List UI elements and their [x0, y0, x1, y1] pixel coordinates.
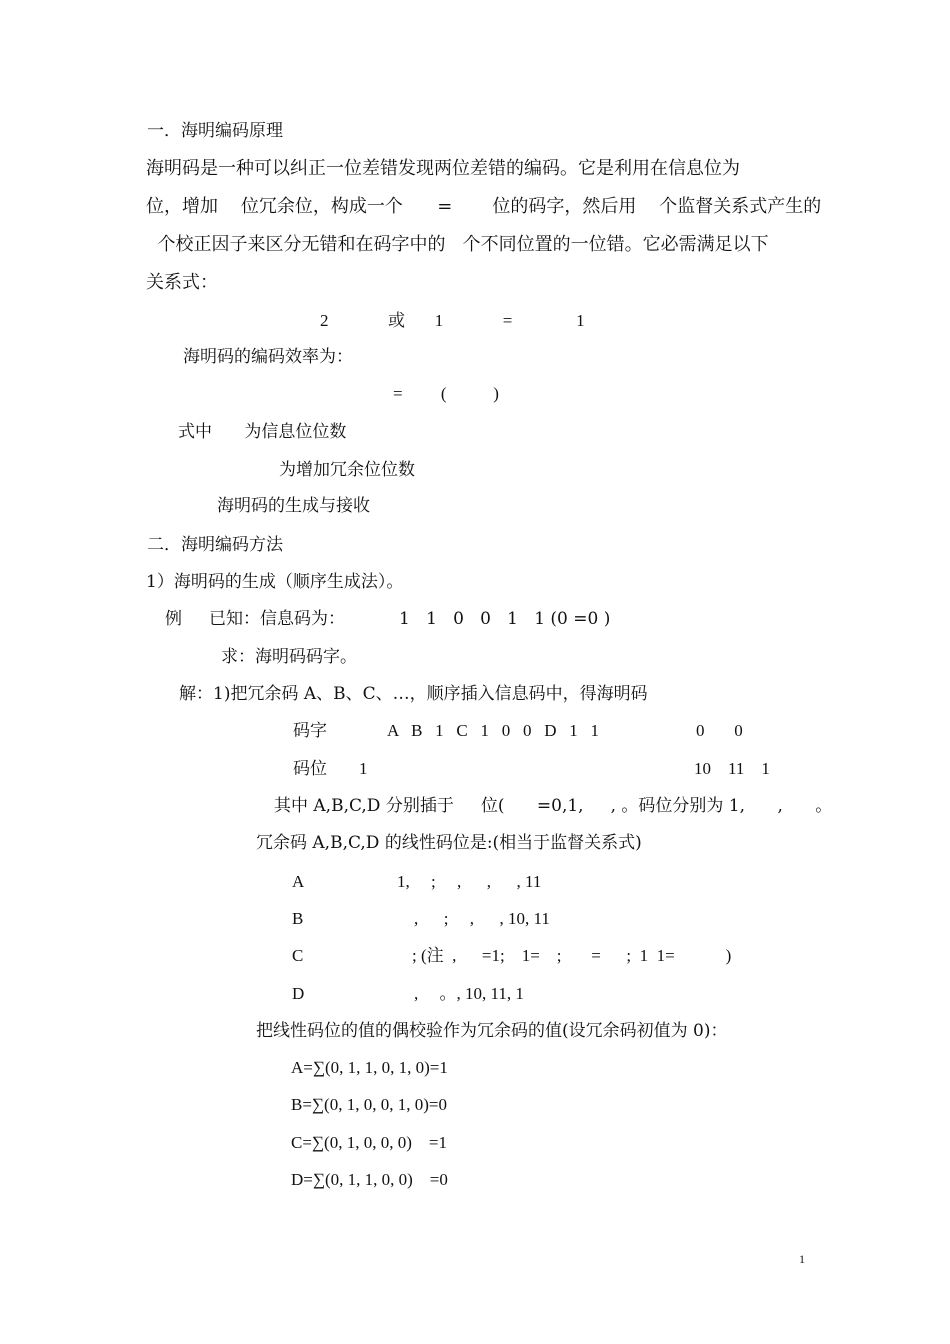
formula-relation: 2 或 1 = 1 — [320, 311, 585, 330]
gen-recv-label: 海明码的生成与接收 — [217, 496, 370, 516]
paragraph-line-3: 个校正因子来区分无错和在码字中的 个不同位置的一位错。它必需满足以下 — [146, 234, 769, 255]
codepos-value: 1 — [359, 759, 368, 778]
linear-row-label: D — [292, 984, 305, 1003]
ask-line: 求：海明码码字。 — [221, 647, 357, 667]
linear-row-value: 1, ; , , , 11 — [397, 872, 542, 891]
parity-row: A=∑(0, 1, 1, 0, 1, 0)=1 — [291, 1058, 448, 1077]
codepos-tail: 10 11 1 — [694, 759, 770, 778]
paragraph-line-2: 位，增加 位冗余位，构成一个 = 位的码字，然后用 个监督关系式产生的 — [146, 196, 822, 217]
example-line: 例 已知：信息码为： 1 1 0 0 1 1 (0 =0 ) — [165, 609, 611, 629]
parity-line: 把线性码位的值的偶校验作为冗余码的值(设冗余码初值为 0)： — [256, 1021, 728, 1041]
codeword-label: 码字 — [293, 721, 327, 741]
efficiency-label: 海明码的编码效率为： — [183, 347, 353, 367]
parity-row: B=∑(0, 1, 0, 0, 1, 0)=0 — [291, 1095, 447, 1114]
linear-line: 冗余码 A,B,C,D 的线性码位是:(相当于监督关系式) — [256, 833, 642, 853]
codepos-label: 码位 — [293, 759, 327, 779]
section1-heading: 一．海明编码原理 — [147, 121, 283, 141]
linear-row-value: ; (注 , =1; 1= ; = ; 1 1= ) — [412, 946, 732, 965]
linear-row-label: C — [292, 946, 304, 965]
where-line: 其中 A,B,C,D 分别插于 位( =0,1, , 。码位分别为 1, , 。 — [274, 796, 833, 816]
page-number: 1 — [799, 1252, 805, 1266]
linear-row-value: , 。, 10, 11, 1 — [414, 984, 524, 1003]
linear-row-label: A — [292, 872, 305, 891]
sub-heading-1: 1）海明码的生成（顺序生成法）。 — [146, 572, 404, 592]
linear-row-label: B — [292, 909, 304, 928]
solution-line: 解：1)把冗余码 A、B、C、…，顺序插入信息码中，得海明码 — [179, 684, 648, 704]
parity-row: D=∑(0, 1, 1, 0, 0) =0 — [291, 1170, 448, 1189]
codeword-value: A B 1 C 1 0 0 D 1 1 — [387, 721, 600, 740]
paragraph-line-4: 关系式： — [146, 272, 218, 293]
redundant-label: 为增加冗余位位数 — [279, 460, 415, 480]
codeword-tail: 0 0 — [696, 721, 743, 740]
section2-heading: 二．海明编码方法 — [147, 535, 283, 555]
parity-row: C=∑(0, 1, 0, 0, 0) =1 — [291, 1133, 447, 1152]
where-label: 式中 为信息位位数 — [178, 422, 347, 442]
paragraph-line-1: 海明码是一种可以纠正一位差错发现两位差错的编码。它是利用在信息位为 — [146, 158, 740, 179]
linear-row-value: , ; , , 10, 11 — [414, 909, 550, 928]
formula-efficiency: = ( ) — [393, 384, 499, 403]
